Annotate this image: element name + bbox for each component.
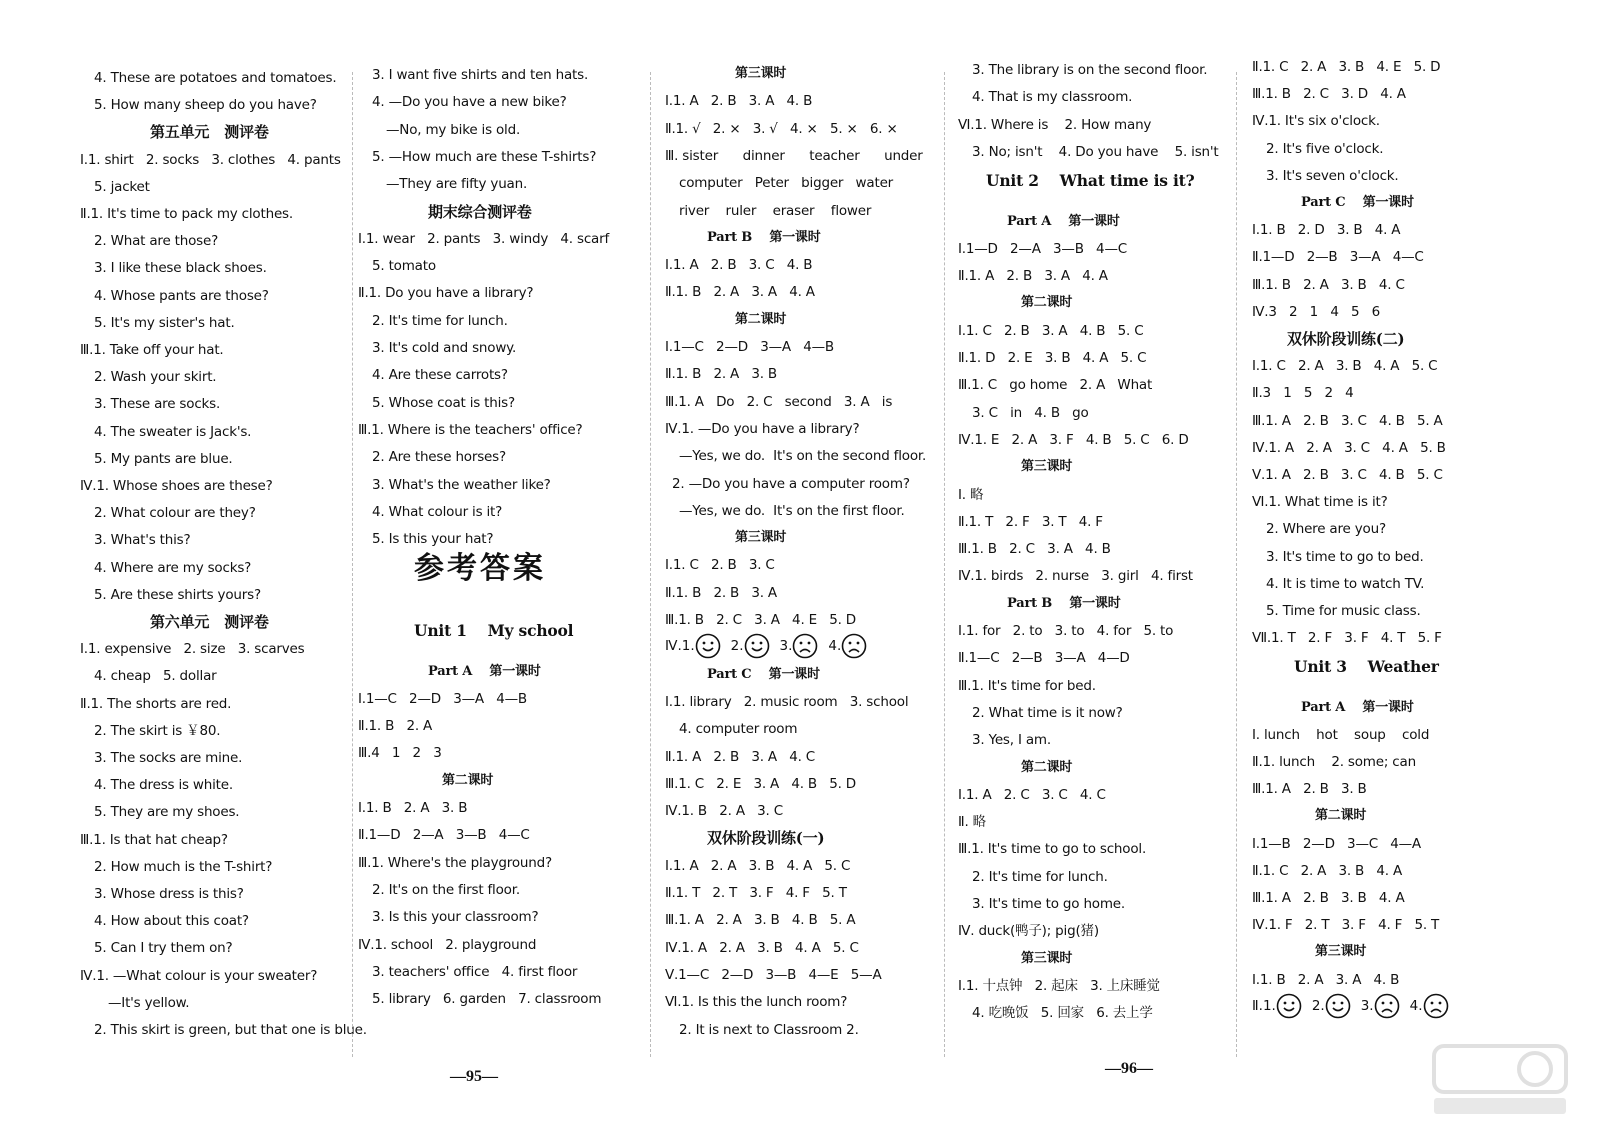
- item-number: 2.: [1311, 997, 1325, 1014]
- answer-line: 4. —Do you have a new bike?: [372, 94, 567, 111]
- section-heading: 双休阶段训练(二): [1287, 330, 1405, 348]
- answer-line: Ⅰ.1. A 2. C 3. C 4. C: [958, 786, 1106, 803]
- section-heading: 第五单元 测评卷: [150, 123, 269, 142]
- answer-line: 2. What are those?: [94, 233, 219, 250]
- answer-line: Ⅰ.1. 十点钟 2. 起床 3. 上床睡觉: [958, 977, 1160, 994]
- answer-line: Ⅰ.1. A 2. B 3. A 4. B: [665, 93, 813, 110]
- answer-line: 2. It's five o'clock.: [1266, 140, 1384, 157]
- answer-line: Ⅱ.1—C 2—B 3—A 4—D: [958, 650, 1130, 667]
- answer-line: 4. Where are my socks?: [94, 559, 252, 576]
- section-heading: 第二课时: [1315, 808, 1367, 824]
- answer-line: 4. The sweater is Jack's.: [94, 423, 252, 440]
- answer-line: Ⅳ.1. A 2. A 3. B 4. A 5. C: [665, 939, 859, 956]
- answer-column-4: [958, 62, 1238, 1062]
- answer-line: Ⅲ.4 1 2 3: [358, 745, 442, 762]
- answer-line: Ⅳ.1. —Do you have a library?: [665, 420, 860, 437]
- answer-line: 5. library 6. garden 7. classroom: [372, 991, 602, 1008]
- answer-line: 2. It is next to Classroom 2.: [679, 1021, 859, 1038]
- column-divider: [352, 72, 353, 1057]
- answer-line: Ⅳ.1. A 2. A 3. C 4. A 5. B: [1252, 439, 1446, 456]
- section-heading: 第二课时: [442, 772, 494, 788]
- answer-line: 2. —Do you have a computer room?: [672, 475, 910, 492]
- answer-line: Ⅱ.1—D 2—A 3—B 4—C: [358, 827, 530, 844]
- answer-line: Ⅰ. lunch hot soup cold: [1252, 726, 1430, 743]
- answer-line: 4. What colour is it?: [372, 503, 503, 520]
- answer-line: 2. It's on the first floor.: [372, 881, 520, 898]
- answer-line: Ⅰ.1. A 2. A 3. B 4. A 5. C: [665, 857, 851, 874]
- column-divider: [650, 72, 651, 1057]
- answer-line: Ⅰ.1. C 2. A 3. B 4. A 5. C: [1252, 358, 1438, 375]
- answer-line: 3. It's time to go to bed.: [1266, 548, 1424, 565]
- answer-line: Ⅳ.1. school 2. playground: [358, 936, 537, 953]
- page-number-left: —95—: [450, 1068, 498, 1085]
- answer-line: Ⅲ.1. B 2. C 3. A 4. B: [958, 541, 1111, 558]
- answer-line: Ⅱ.1. D 2. E 3. B 4. A 5. C: [958, 350, 1147, 366]
- answer-line: 2. Are these horses?: [372, 449, 506, 466]
- section-heading: Part A 第一课时: [428, 663, 541, 679]
- sad-face-icon: [1423, 993, 1449, 1019]
- answer-line: Ⅰ.1. for 2. to 3. to 4. for 5. to: [958, 623, 1174, 639]
- section-heading: Part B 第一课时: [707, 229, 821, 245]
- answer-line: 3. It's cold and snowy.: [372, 340, 517, 356]
- answer-line: Ⅲ.1. B 2. C 3. D 4. A: [1252, 86, 1406, 103]
- page-number-right: —96—: [1105, 1060, 1153, 1077]
- section-heading: 第三课时: [1021, 459, 1073, 475]
- section-heading: 第二课时: [1021, 759, 1073, 775]
- answer-line: 3. Yes, I am.: [972, 732, 1051, 749]
- answer-line: Ⅴ.1—C 2—D 3—B 4—E 5—A: [665, 966, 882, 983]
- answer-line: Ⅱ.1. C 2. A 3. B 4. E 5. D: [1252, 59, 1441, 75]
- answer-line: Ⅱ.1. A 2. B 3. A 4. C: [665, 748, 816, 765]
- answer-line: Ⅱ.1. T 2. F 3. T 4. F: [958, 513, 1103, 530]
- answer-line: 2. It's time for lunch.: [372, 312, 508, 329]
- answer-line: Ⅲ.1. Where's the playground?: [358, 854, 552, 871]
- answer-line: Ⅰ.1. A 2. B 3. C 4. B: [665, 257, 813, 274]
- answer-line: 3. C in 4. B go: [972, 404, 1089, 421]
- answer-line: Ⅱ.1. B 2. A 3. B: [665, 366, 777, 383]
- answer-line: 5. Is this your hat?: [372, 531, 494, 548]
- answer-line: Ⅲ.1. B 2. A 3. B 4. C: [1252, 276, 1405, 293]
- answer-line: Ⅰ.1. wear 2. pants 3. windy 4. scarf: [358, 230, 610, 247]
- answer-line: Ⅲ.1. Is that hat cheap?: [80, 831, 228, 848]
- answer-line: 5. My pants are blue.: [94, 450, 233, 467]
- answer-line: 4. The dress is white.: [94, 777, 233, 794]
- section-heading: 第六单元 测评卷: [150, 613, 269, 631]
- answer-line: 5. jacket: [94, 178, 150, 195]
- item-number: 4.: [1409, 997, 1423, 1014]
- section-heading: 第二课时: [735, 311, 787, 327]
- answer-line: 5. tomato: [372, 258, 436, 275]
- answer-line: 3. I want five shirts and ten hats.: [372, 67, 589, 83]
- answer-line: 5. Can I try them on?: [94, 940, 233, 957]
- answer-line: Ⅰ.1—B 2—D 3—C 4—A: [1252, 835, 1421, 852]
- answer-line: 5. Whose coat is this?: [372, 394, 515, 411]
- answer-line: 3. Is this your classroom?: [372, 909, 539, 926]
- answer-line: 4. How about this coat?: [94, 913, 249, 930]
- answer-line: —They are fifty yuan.: [386, 176, 528, 193]
- item-number: 4.: [828, 638, 842, 655]
- answer-line: 4. Are these carrots?: [372, 367, 508, 384]
- question-label: Ⅱ.: [1252, 997, 1263, 1014]
- answer-line: Ⅱ. 略: [958, 814, 986, 831]
- answer-line: 3. It's seven o'clock.: [1266, 167, 1399, 184]
- answer-line: —Yes, we do. It's on the first floor.: [679, 502, 905, 519]
- question-label: Ⅳ.: [665, 638, 682, 655]
- answer-line: Ⅰ.1. expensive 2. size 3. scarves: [80, 641, 305, 658]
- answer-line: 4. That is my classroom.: [972, 89, 1133, 106]
- answer-line: Ⅲ.1. A 2. B 3. B: [1252, 781, 1367, 798]
- item-number: 1.: [681, 638, 695, 655]
- answer-line: Ⅲ.1. Take off your hat.: [80, 342, 224, 358]
- answer-line: 5. —How much are these T-shirts?: [372, 148, 597, 165]
- sad-face-icon: [841, 633, 867, 659]
- answer-line: Ⅳ. duck(鸭子); pig(猪): [958, 923, 1099, 940]
- answer-line: —It's yellow.: [108, 994, 190, 1011]
- answer-line: Ⅱ.1. √ 2. × 3. √ 4. × 5. × 6. ×: [665, 120, 898, 137]
- answer-line: Ⅲ.1. A 2. A 3. B 4. B 5. A: [665, 912, 856, 929]
- answer-line: Ⅳ.1. It's six o'clock.: [1252, 113, 1380, 130]
- answer-line: 3. I like these black shoes.: [94, 260, 267, 277]
- answer-line: 4. Whose pants are those?: [94, 287, 269, 304]
- answer-line: 2. It's time for lunch.: [972, 868, 1108, 885]
- answer-line: Ⅱ.1. B 2. A: [358, 718, 433, 735]
- answer-line: 3. What's this?: [94, 532, 191, 549]
- answer-line: Ⅵ.1. Where is 2. How many: [958, 116, 1152, 133]
- answer-line: Ⅰ.1—D 2—A 3—B 4—C: [958, 240, 1127, 257]
- section-heading: Part B 第一课时: [1007, 595, 1121, 611]
- answer-line: 2. How much is the T-shirt?: [94, 858, 273, 875]
- section-heading: 第三课时: [735, 66, 787, 81]
- section-heading: 双休阶段训练(一): [707, 829, 825, 848]
- item-number: 3.: [779, 638, 793, 655]
- answer-line: 2. The skirt is ￥80.: [94, 722, 221, 739]
- answer-line: 5. How many sheep do you have?: [94, 97, 317, 114]
- answer-column-5: [1252, 59, 1532, 1059]
- emoji-answer-row: [1252, 993, 1459, 1019]
- answer-line: Ⅵ.1. What time is it?: [1252, 494, 1388, 511]
- section-heading: Unit 2 What time is it?: [986, 171, 1195, 191]
- section-heading: 第三课时: [1021, 950, 1073, 966]
- answer-line: 3. It's time to go home.: [972, 896, 1126, 912]
- section-heading: 第三课时: [1315, 944, 1367, 960]
- answer-column-2: [358, 67, 652, 1067]
- section-heading: Part A 第一课时: [1007, 213, 1120, 229]
- answer-line: 4. These are potatoes and tomatoes.: [94, 70, 337, 86]
- answer-line: Ⅲ.1. C 2. E 3. A 4. B 5. D: [665, 775, 857, 792]
- sad-face-icon: [792, 633, 818, 659]
- answer-line: Ⅲ.1. It's time to go to school.: [958, 841, 1147, 858]
- answer-line: Ⅰ.1. shirt 2. socks 3. clothes 4. pants: [80, 151, 341, 168]
- answer-line: 3. Whose dress is this?: [94, 886, 244, 902]
- section-heading: 期末综合测评卷: [428, 202, 532, 221]
- answer-line: Ⅱ.1. T 2. T 3. F 4. F 5. T: [665, 885, 847, 901]
- answer-line: —No, my bike is old.: [386, 121, 521, 138]
- answer-line: Ⅳ.3 2 1 4 5 6: [1252, 303, 1381, 320]
- answer-line: Ⅱ.1. Do you have a library?: [358, 285, 534, 302]
- answer-line: Ⅲ.1. Where is the teachers' office?: [358, 421, 583, 438]
- answer-line: Ⅴ.1. A 2. B 3. C 4. B 5. C: [1252, 467, 1443, 483]
- section-heading: Part C 第一课时: [707, 666, 820, 682]
- answer-line: 3. No; isn't 4. Do you have 5. isn't: [972, 143, 1219, 160]
- answer-line: 4. 吃晚饭 5. 回家 6. 去上学: [972, 1005, 1153, 1022]
- answer-line: Ⅰ.1. B 2. A 3. B: [358, 800, 468, 816]
- answer-line: Ⅳ.1. birds 2. nurse 3. girl 4. first: [958, 568, 1193, 585]
- answer-line: Ⅶ.1. T 2. F 3. F 4. T 5. F: [1252, 630, 1442, 647]
- answer-line: Ⅰ. 略: [958, 486, 984, 503]
- answer-line: 3. These are socks.: [94, 396, 221, 413]
- answer-line: Ⅳ.1. E 2. A 3. F 4. B 5. C 6. D: [958, 431, 1189, 448]
- answer-line: Ⅰ.1—C 2—D 3—A 4—B: [665, 339, 834, 355]
- answer-line: 5. They are my shoes.: [94, 804, 240, 821]
- answer-line: 5. Are these shirts yours?: [94, 586, 261, 603]
- answer-line: Ⅰ.1. library 2. music room 3. school: [665, 693, 909, 710]
- answer-line: Ⅱ.3 1 5 2 4: [1252, 385, 1354, 402]
- answer-line: Ⅱ.1—D 2—B 3—A 4—C: [1252, 249, 1424, 266]
- item-number: 3.: [1360, 997, 1374, 1014]
- answer-line: Ⅰ.1. B 2. A 3. A 4. B: [1252, 971, 1400, 988]
- smiley-face-icon: [695, 633, 721, 659]
- answer-line: 5. Time for music class.: [1266, 603, 1421, 619]
- section-heading: 第三课时: [735, 530, 787, 546]
- section-heading: 第二课时: [1021, 295, 1073, 311]
- answer-line: Ⅳ.1. B 2. A 3. C: [665, 803, 783, 820]
- answer-line: Ⅱ.1. C 2. A 3. B 4. A: [1252, 862, 1403, 879]
- answer-line: Ⅱ.1. The shorts are red.: [80, 695, 232, 712]
- sad-face-icon: [1374, 993, 1400, 1019]
- answer-line: Ⅵ.1. Is this the lunch room?: [665, 994, 848, 1011]
- answer-line: 3. What's the weather like?: [372, 476, 551, 493]
- answer-line: 2. Wash your skirt.: [94, 369, 217, 386]
- answer-line: Ⅳ.1. —What colour is your sweater?: [80, 967, 318, 984]
- answer-line: 5. It's my sister's hat.: [94, 314, 235, 331]
- watermark-logo: [1430, 1038, 1570, 1118]
- answer-line: Ⅰ.1. B 2. D 3. B 4. A: [1252, 222, 1401, 239]
- answer-line: Ⅲ.1. It's time for bed.: [958, 677, 1096, 694]
- answer-line: 2. Where are you?: [1266, 521, 1386, 538]
- answer-line: 2. This skirt is green, but that one is blue.: [94, 1022, 367, 1038]
- answer-line: 4. It is time to watch TV.: [1266, 575, 1425, 592]
- answer-line: 3. teachers' office 4. first floor: [372, 963, 578, 980]
- section-heading: 参考答案: [414, 551, 546, 587]
- answer-column-3: [665, 66, 945, 1066]
- answer-column-1: [80, 70, 367, 1070]
- answer-line: Ⅲ. sister dinner teacher under: [665, 147, 923, 164]
- answer-line: Ⅰ.1. C 2. B 3. A 4. B 5. C: [958, 322, 1144, 339]
- smiley-face-icon: [744, 633, 770, 659]
- section-heading: Part C 第一课时: [1301, 195, 1414, 210]
- item-number: 2.: [730, 638, 744, 655]
- answer-line: computer Peter bigger water: [679, 175, 894, 192]
- answer-line: Ⅱ.1. lunch 2. some; can: [1252, 753, 1416, 770]
- answer-line: Ⅲ.1. A Do 2. C second 3. A is: [665, 393, 893, 410]
- answer-line: Ⅱ.1. It's time to pack my clothes.: [80, 206, 293, 222]
- column-divider: [944, 72, 945, 1057]
- section-heading: Part A 第一课时: [1301, 699, 1414, 715]
- answer-line: Ⅲ.1. A 2. B 3. B 4. A: [1252, 889, 1405, 906]
- answer-line: 2. What colour are they?: [94, 505, 256, 522]
- answer-line: Ⅱ.1. A 2. B 3. A 4. A: [958, 268, 1108, 285]
- section-heading: Unit 3 Weather: [1294, 657, 1439, 677]
- column-divider: [1236, 72, 1237, 1057]
- answer-line: 3. The library is on the second floor.: [972, 62, 1208, 78]
- answer-line: Ⅲ.1. B 2. C 3. A 4. E 5. D: [665, 612, 857, 628]
- answer-line: 4. cheap 5. dollar: [94, 668, 217, 685]
- answer-line: Ⅰ.1—C 2—D 3—A 4—B: [358, 690, 527, 707]
- answer-line: Ⅳ.1. F 2. T 3. F 4. F 5. T: [1252, 917, 1440, 934]
- answer-line: Ⅳ.1. Whose shoes are these?: [80, 478, 273, 494]
- smiley-face-icon: [1325, 993, 1351, 1019]
- answer-line: 2. What time is it now?: [972, 704, 1123, 721]
- answer-line: Ⅰ.1. C 2. B 3. C: [665, 557, 775, 574]
- answer-line: Ⅲ.1. C go home 2. A What: [958, 377, 1153, 394]
- section-heading: Unit 1 My school: [414, 621, 574, 641]
- answer-line: 3. The socks are mine.: [94, 750, 243, 766]
- emoji-answer-row: [665, 633, 877, 659]
- answer-line: 4. computer room: [679, 721, 798, 738]
- answer-line: Ⅱ.1. B 2. B 3. A: [665, 584, 777, 601]
- item-number: 1.: [1262, 997, 1276, 1014]
- answer-line: —Yes, we do. It's on the second floor.: [679, 448, 927, 465]
- answer-line: Ⅲ.1. A 2. B 3. C 4. B 5. A: [1252, 412, 1443, 429]
- smiley-face-icon: [1276, 993, 1302, 1019]
- answer-line: Ⅱ.1. B 2. A 3. A 4. A: [665, 284, 815, 301]
- answer-line: river ruler eraser flower: [679, 202, 872, 219]
